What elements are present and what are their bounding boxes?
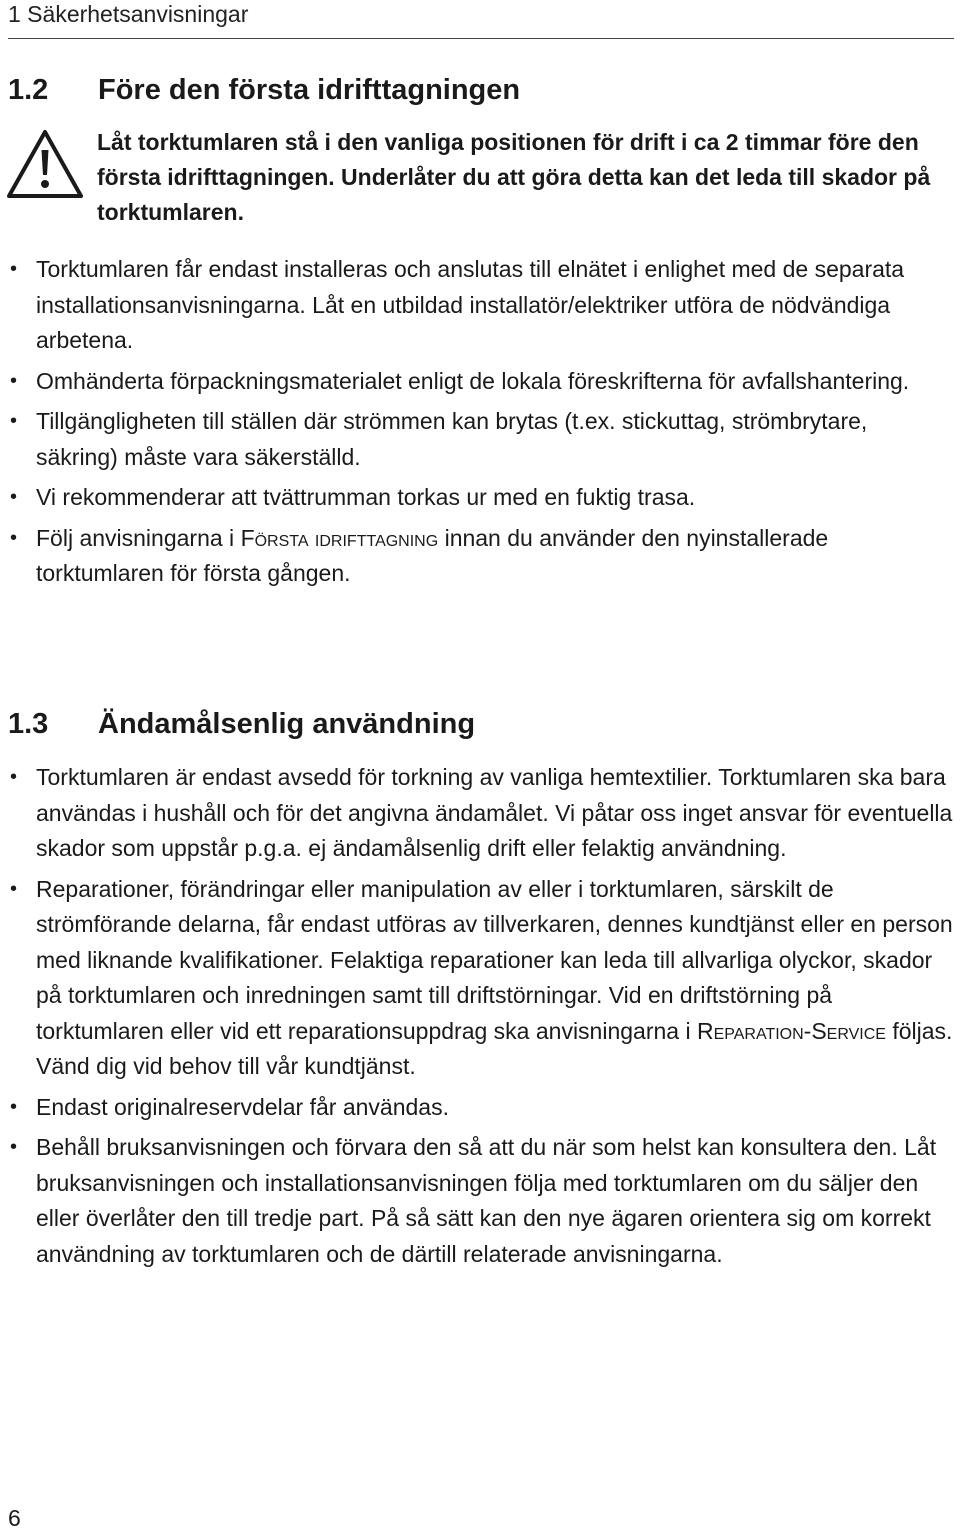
list-item [0, 521, 954, 592]
cross-reference: Första idrifttagning [240, 524, 439, 551]
list-item-text: Torktumlaren är endast avsedd för torkning av vanliga hemtextilier. Torktumlaren ska bara användas i hushåll och för det angivna ändamålet. Vi påtar oss inget ansvar för eventuella skador som uppstår p.g.a. ej ändamålsenlig drift eller felaktig användning. [36, 764, 953, 861]
bullet-icon: • [10, 766, 18, 788]
list-item [0, 404, 954, 475]
warning-text: Låt torktumlaren stå i den vanliga positionen för drift i ca 2 timmar före den första idrifttagningen. Underlåter du att göra detta kan det leda till skador på torktumlaren. [97, 129, 931, 225]
list-item [0, 1130, 954, 1272]
section-heading-1-2 [8, 73, 520, 107]
list-item-text: Torktumlaren får endast installeras och anslutas till elnätet i enlighet med de separata installationsanvisningarna. Låt en utbildad installatör/elektriker utföra de nödvändiga arbetena. [36, 256, 905, 353]
list-item [0, 480, 954, 516]
list-item-text: Endast originalreservdelar får användas. [36, 1093, 449, 1120]
bullet-icon: • [10, 1136, 18, 1158]
list-item [0, 252, 954, 359]
bullet-icon: • [10, 369, 18, 392]
bullet-icon: • [10, 877, 18, 900]
list-item-text: Vi rekommenderar att tvättrumman torkas ur med en fuktig trasa. [36, 484, 696, 510]
list-item-text: Omhänderta förpackningsmaterialet enligt de lokala föreskrifterna för avfallshantering. [36, 367, 910, 394]
bullet-icon: • [10, 526, 18, 549]
list-item [0, 1090, 954, 1126]
section-number: 1.3 [8, 708, 49, 740]
list-item-text-before: Följ anvisningarna i [36, 524, 241, 551]
section-heading-1-3 [8, 707, 475, 741]
section-number: 1.2 [8, 74, 49, 106]
bullet-list-1-3 [0, 760, 960, 1277]
running-header: 1 Säkerhetsanvisningar [8, 1, 249, 27]
bullet-icon: • [10, 410, 18, 432]
list-item [0, 872, 954, 1085]
list-item-text-after: innan du använder den nyinstallerade torktumlaren för första gången. [36, 524, 829, 586]
bullet-list-1-2 [0, 252, 960, 597]
list-item-text-before: Reparationer, förändringar eller manipulation av eller i torktumlaren, särskilt de strömförande delarna, får endast utföras av tillverkaren, dennes kundtjänst eller en person med liknande kvalifikationer. Felaktiga reparationer kan leda till allvarliga olyckor, skador på torktumlaren och inredningen samt till driftstörningar. Vid en driftstörning på torktumlaren eller vid ett reparationsuppdrag ska anvisningarna i [36, 875, 953, 1044]
cross-reference: Reparation-Service [696, 1017, 886, 1044]
list-item [0, 364, 954, 400]
bullet-icon: • [10, 258, 18, 280]
list-item-text: Behåll bruksanvisningen och förvara den så att du när som helst kan konsultera den. Låt bruksanvisningen och installationsanvisningen följa med torktumlaren om du säljer den eller överlåter den till tredje part. På så sätt kan den nye ägaren orientera sig om korrekt användning av torktumlaren och de därtill relaterade anvisningarna. [36, 1134, 937, 1267]
list-item-text-after: följas. Vänd dig vid behov till vår kundtjänst. [36, 1017, 953, 1079]
page-number: 6 [8, 1505, 21, 1531]
list-item-text: Tillgängligheten till ställen där strömmen kan brytas (t.ex. stickuttag, strömbrytare, säkring) måste vara säkerställd. [36, 408, 868, 470]
bullet-icon: • [10, 1095, 18, 1118]
section-title: Före den första idrifttagningen [98, 74, 521, 106]
header-rule [8, 38, 954, 39]
list-item [0, 760, 954, 867]
bullet-icon: • [10, 486, 18, 508]
section-title: Ändamålsenlig användning [98, 708, 476, 740]
warning-triangle-icon [6, 128, 84, 200]
